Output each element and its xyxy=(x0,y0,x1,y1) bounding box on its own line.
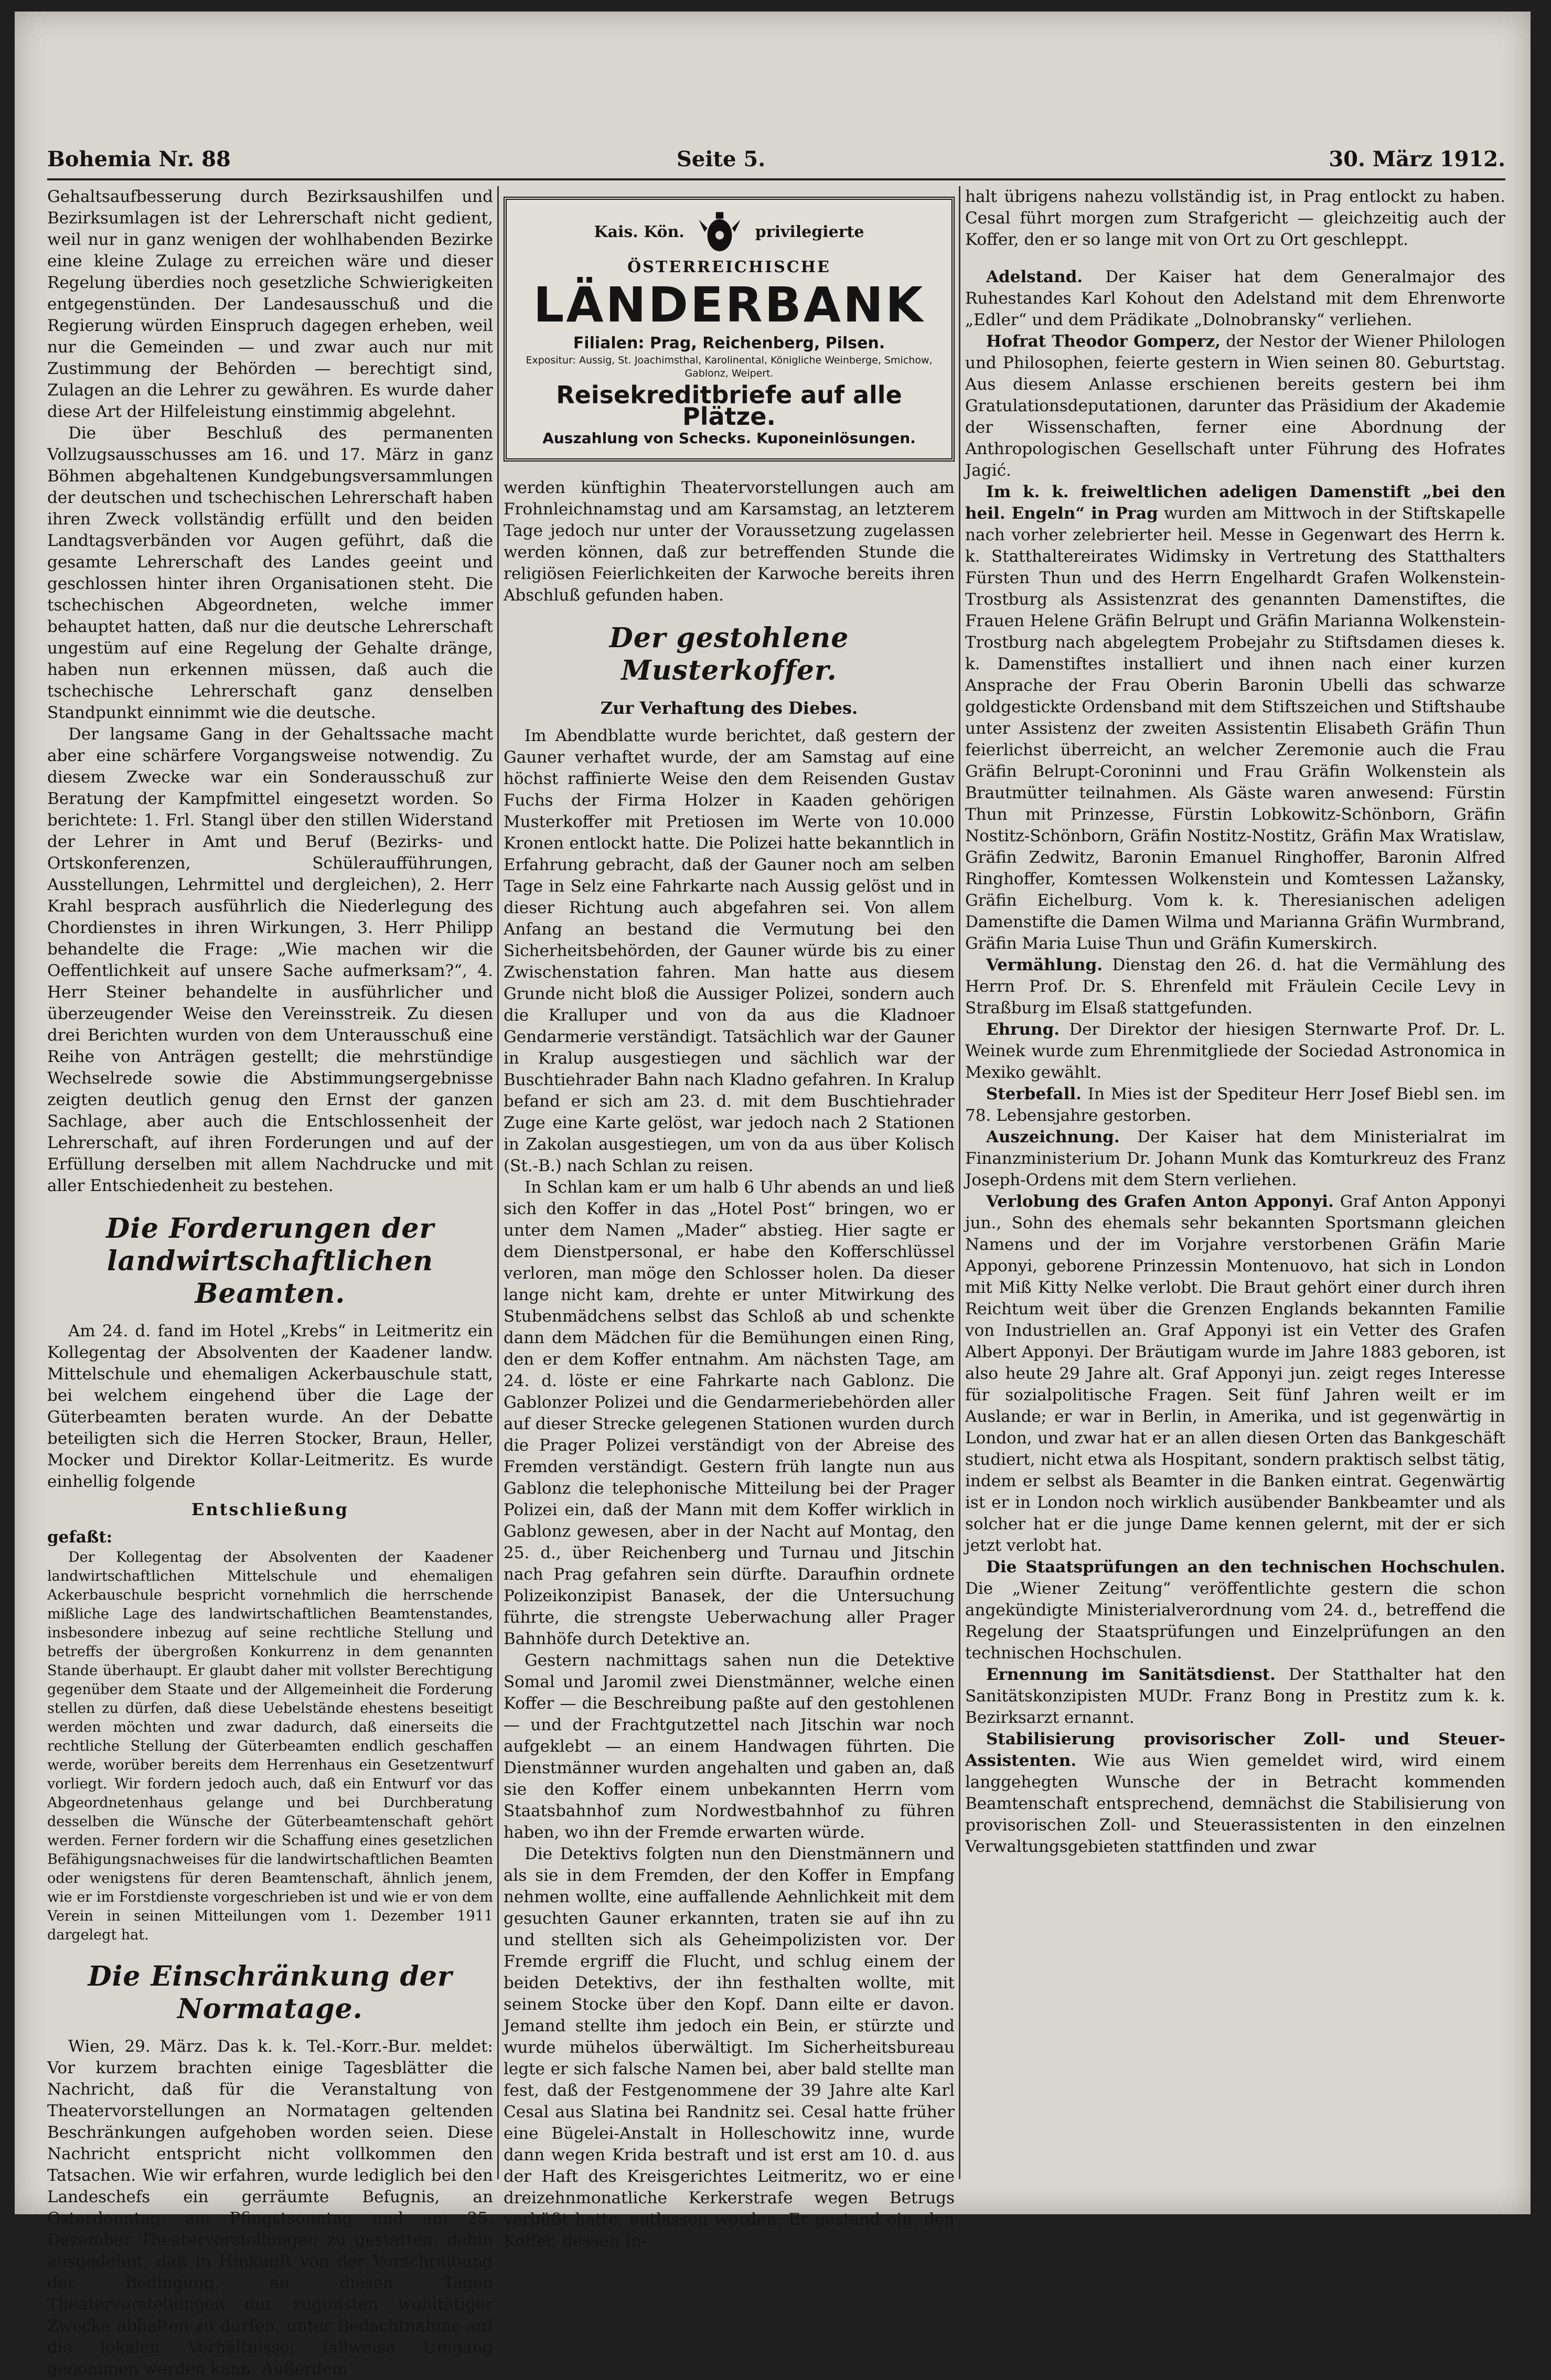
ad-privilegierte: privilegierte xyxy=(755,223,864,241)
news-item-heading: Hofrat Theodor Gomperz, xyxy=(986,332,1221,351)
column-1 xyxy=(47,186,493,2378)
news-item xyxy=(965,266,1505,331)
ad-kais-kon: Kais. Kön. xyxy=(594,223,684,241)
article-paragraph: Die Detektivs folgten nun den Dienstmännern und als sie in dem Fremden, der den Koffer in Empfang nehmen wollte, eine auffallende Aehnlichkeit mit dem gesuchten Gauner erkannten, traten sie auf ihn zu und stellten sich als Geheimpolizisten vor. Der Fremde ergriff die Flucht, und schlug einem der beiden Detektivs, der ihn festhalten wollte, mit seinem Stocke über den Kopf. Dann eilte er davon. Jemand stellte ihm jedoch ein Bein, er stürzte und wurde mühelos überwältigt. Im Sicherheitsbureau legte er sich falsche Namen bei, aber bald stellte man fest, daß der Festgenommene der 39 Jahre alte Karl Cesal aus Slatina bei Randnitz sei. Cesal hatte früher eine Bügelei-Anstalt in Holleschowitz inne, wurde dann wegen Krida bestraft und ist erst am 10. d. aus der Haft des Kreisgerichtes Leitmeritz, wo er eine dreizehnmonatliche Kerkerstrafe wegen Betrugs verbüßt hatte, entlassen worden. Er gestand ein, den Koffer, dessen In- xyxy=(504,1845,955,2250)
double-eagle-crest-icon xyxy=(696,209,743,256)
article-paragraph: halt übrigens nahezu vollständig ist, in Prag entlockt zu haben. Cesal führt morgen zum Strafgericht — gleichzeitig auch der Koffer, den er so lange mit von Ort zu Ort geschleppt. xyxy=(965,187,1505,249)
article-paragraph: Im Abendblatte wurde berichtet, daß gestern der Gauner verhaftet wurde, der am Samstag auf eine höchst raffinierte Weise den dem Reisenden Gustav Fuchs der Firma Holzer in Kaaden gehörigen Musterkoffer mit Pretiosen im Werte von 10.000 Kronen entlockt hatte. Die Polizei hatte bekanntlich in Erfahrung gebracht, daß der Gauner noch am selben Tage in Selz eine Fahrkarte nach Aussig gelöst und in dieser Richtung auch abgefahren sei. Von allem Anfang an bestand die Vermutung bei den Sicherheitsbehörden, der Gauner würde bis zu einer Zwischenstation fahren. Man hatte aus diesem Grunde nicht bloß die Aussiger Polizei, sondern auch die Kralluper und von da aus die Kladnoer Gendarmerie verständigt. Tatsächlich war der Gauner in Kralup ausgestiegen und sächlich war der Buschtiehrader Bahn nach Kladno gefahren. In Kralup befand er sich am 23. d. mit dem Buschtiehrader Zuge eine Karte gelöst, war jedoch nach 2 Stationen in Zakolan ausgestiegen, um von da aus über Kolisch (St.-B.) nach Schlan zu reisen. xyxy=(504,726,955,1175)
column-divider xyxy=(959,186,960,2179)
article-paragraph: Am 24. d. fand im Hotel „Krebs“ in Leitmeritz ein Kollegentag der Absolventen der Kaadener landw. Mittelschule und ehemaligen Ackerbauschule statt, bei welchem eingehend über die Lage der Güterbeamten beraten wurde. An der Debatte beteiligten sich die Herren Stocker, Braun, Heller, Mocker und Direktor Kollar-Leitmeritz. Es wurde einhellig folgende xyxy=(47,1322,493,1491)
news-item xyxy=(965,1019,1505,1084)
news-item xyxy=(965,1664,1505,1729)
article-paragraph: Gehaltsaufbesserung durch Bezirksaushilfen und Bezirksumlagen ist der Lehrerschaft nicht gedient, weil nur in ganz wenigen der wohlhabenden Bezirke eine kleine Zulage zu erreichen wäre und dieser Regelung überdies noch gesetzliche Schwierigkeiten entgegenstünden. Der Landesausschuß und die Regierung würden Einspruch dagegen erheben, weil nur die Gemeinden — und zwar auch nur mit Zustimmung der Behörden — berechtigt sind, Zulagen an die Lehrer zu gewähren. Es wurde daher diese Art der Hilfeleistung einstimmig abgelehnt. xyxy=(47,187,493,421)
resolution-text: Der Kollegentag der Absolventen der Kaadener landwirtschaftlichen Mittelschule und ehemaligen Ackerbauschule bespricht vornehmlich die herrschende mißliche Lage des landwirtschaftlichen Beamtenstandes, insbesondere inbezug auf seine rechtliche Stellung und betreffs der übergroßen Konkurrenz in dem genannten Stande überhaupt. Er glaubt daher mit vollster Berechtigung gegenüber dem Staate und der Allgemeinheit die Forderung stellen zu dürfen, daß diese Uebelstände ehestens beseitigt werden möchten und zwar dadurch, daß einerseits die rechtliche Stellung der Güterbeamten endlich geschaffen werde, worüber bereits dem Herrenhaus ein Gesetzentwurf vorliegt. Wir fordern jedoch auch, daß ein Entwurf vor das Abgeordnetenhaus gelange und bei Durchberatung desselben die Wünsche der Güterbeamtenschaft gehört werden. Ferner fordern wir die Schaffung eines gesetzlichen Befähigungsnachweises für die landwirtschaftlichen Beamten oder wenigstens für deren Beamtenschaft, ähnlich jenem, wie er im Forstdienste vorgeschrieben ist und wie er von dem Verein in seinen Mitteilungen vom 1. Dezember 1911 dargelegt hat. xyxy=(47,1549,493,1943)
news-item xyxy=(965,481,1505,955)
ad-expositur: Expositur: Aussig, St. Joachimsthal, Karolinental, Königliche Weinberge, Smichow, Gablonz, Weipert. xyxy=(526,355,933,379)
ad-auszahlung: Auszahlung von Schecks. Kuponeinlösungen. xyxy=(542,430,916,447)
news-item-heading: Vermählung. xyxy=(986,956,1103,974)
news-item xyxy=(965,1729,1505,1858)
news-item-heading: Sterbefall. xyxy=(986,1085,1082,1103)
page-number: Seite 5. xyxy=(677,147,766,171)
news-item-text: Wie aus Wien gemeldet wird, wird einem langgehegten Wunsche der in Betracht kommenden Beamtenschaft entsprechend, demnächst die Stabilisierung von provisorischen Zoll- und Steuerassistenten in den einzelnen Verwaltungsgebieten stattfinden und zwar xyxy=(965,1751,1506,1856)
laenderbank-advertisement xyxy=(504,197,955,462)
news-item-text: Dienstag den 26. d. hat die Vermählung des Herrn Prof. Dr. S. Ehrenfeld mit Fräulein Cecile Levy in Straßburg im Elsaß stattgefunden. xyxy=(965,956,1505,1017)
article-paragraph: Wien, 29. März. Das k. k. Tel.-Korr.-Bur. meldet: Vor kurzem brachten einige Tagesblätter die Nachricht, daß für die Veranstaltung von Theatervorstellungen an Normatagen geltenden Beschränkungen aufgehoben worden seien. Diese Nachricht entspricht nicht vollkommen den Tatsachen. Wie wir erfahren, wurde lediglich bei den Landeschefs ein gerräumte Befugnis, an Osterdonntag, am Pfingstsonntag und am 25. Dezember Theatervorstellungen zu gestatten, dahin ausgedehnt, daß in Hinkunft von der Vorschreibung der Bedingung, an diesen Tagen Theatervorstellungen nur zugunsten wohltätiger Zwecke abhalten zu dürfen, unter Bedachtnahme auf die lokalen Verhältnisse, fallweise Umgang genommen werden kann. Außerdem xyxy=(47,2037,493,2378)
article-paragraph: werden künftighin Theatervorstellungen auch am Frohnleichnamstag und am Karsamstag, an letzterem Tage jedoch nur unter der Voraussetzung zugelassen werden können, daß zur betreffenden Stunde die religiösen Feierlichkeiten der Karwoche bereits ihren Abschluß gefunden haben. xyxy=(504,478,955,605)
article-paragraph: In Schlan kam er um halb 6 Uhr abends an und ließ sich den Koffer in das „Hotel Post“ bringen, wo er unter dem Namen „Mader“ abstieg. Hier sagte er dem Dienstpersonal, er habe den Kofferschlüssel verloren, man möge den Schlosser holen. Da dieser lange nicht kam, drehte er unter Mitwirkung des Stubenmädchens selbst das Schloß ab und schenkte dann dem Mädchen für die Bemühungen einen Ring, den er dem Koffer entnahm. Am nächsten Tage, am 24. d. löste er eine Fahrkarte nach Gablonz. Die Gablonzer Polizei und die Gendarmeriebehörden aller auf dieser Strecke gelegenen Stationen wurden durch die Prager Polizei verständigt von der Abreise des Fremden verständigt. Gestern früh langte nun aus Gablonz die telephonische Mitteilung bei der Prager Polizei ein, daß der Mann mit dem Koffer wirklich in Gablonz gewesen, aber in der Nacht auf Montag, den 25. d., über Reichenberg und Turnau und Jitschin nach Prag gefahren sein dürfte. Daraufhin ordnete Polizeikonzipist Banasek, der die Untersuchung führte, die strengste Ueberwachung aller Prager Bahnhöfe durch Detektive an. xyxy=(504,1178,955,1648)
news-item-text: wurden am Mittwoch in der Stiftskapelle nach vorher zelebrierter heil. Messe in Gegenwart des Herrn k. k. Statthaltereirates Widimsky in Vertretung des Statthalters Fürsten Thun und des Herrn Engelhardt Grafen Wolkenstein-Trostburg als Assistenzrat des genannten Damenstiftes, die Frauen Helene Gräfin Belrupt und Gräfin Marianna Wolkenstein-Trostburg nach abgelegtem Probejahr zu Stiftsdamen dieses k. k. Damenstiftes installiert und ihnen nach einer kurzen Ansprache der Frau Oberin Baronin Ubelli das schwarze goldgestickte Ordensband mit dem Stiftszeichen und Stiftshaube unter Assistenz der zweiten Assistentin Elisabeth Gräfin Thun feierlichst überreicht, an welcher Zeremonie auch die Frau Gräfin Belrupt-Coroninni und Frau Gräfin Wolkenstein als Brautmütter teilnahmen. Als Gäste waren anwesend: Fürstin Thun mit Prinzesse, Fürstin Lobkowitz-Schönborn, Gräfin Nostitz-Schönborn, Gräfin Nostitz-Nostitz, Gräfin Max Wratislaw, Gräfin Zedwitz, Baronin Emanuel Ringhoffer, Baronin Alfred Ringhoffer, Komtessen Wolkenstein und Komtessen Lažansky, Gräfin Eichelburg. Vom k. k. Theresianischen adeligen Damenstifte die Damen Wilma und Marianna Gräfin Wurmbrand, Gräfin Maria Luise Thun und Gräfin Kumerskirch. xyxy=(965,504,1505,953)
news-item xyxy=(965,331,1505,481)
news-item-heading: Ehrung. xyxy=(986,1020,1060,1039)
article-headline: Die Forderungen der landwirtschaftlichen Beamten. xyxy=(106,1213,434,1310)
column-divider xyxy=(497,186,499,2179)
news-item xyxy=(965,1191,1505,1557)
news-item-text: Der Kaiser hat dem Generalmajor des Ruhestandes Karl Kohout den Adelstand mit dem Ehrenworte „Edler“ und dem Prädikate „Dolnobransky“ verliehen. xyxy=(965,267,1505,329)
article-subheading: Entschließung xyxy=(191,1499,349,1519)
article-paragraph: gefaßt: xyxy=(47,1528,113,1547)
news-item-text: Der Kaiser hat dem Ministerialrat im Finanzministerium Dr. Johann Munk das Komturkreuz des Franz Joseph-Ordens mit dem Stern verliehen. xyxy=(965,1128,1505,1189)
article-headline: Die Einschränkung der Normatage. xyxy=(88,1960,453,2025)
masthead-rule xyxy=(47,178,1505,180)
news-item-text: In Mies ist der Spediteur Herr Josef Biebl sen. im 78. Lebensjahre gestorben. xyxy=(965,1085,1506,1125)
news-item-text: Die „Wiener Zeitung“ veröffentlichte gestern die schon angekündigte Ministerialverordnung vom 24. d., betreffend die Regelung der Staatsprüfungen und Einzelprüfungen an den technischen Hochschulen. xyxy=(965,1579,1505,1663)
column-3 xyxy=(965,186,1505,2179)
news-item xyxy=(965,1127,1505,1191)
column-2 xyxy=(504,186,955,2250)
ad-oesterreichische: ÖSTERREICHISCHE xyxy=(627,258,831,276)
article-paragraph: Die über Beschluß des permanenten Vollzugsausschusses am 16. und 17. März in ganz Böhmen abgehaltenen Kundgebungsversammlungen der deutschen und tschechischen Lehrerschaft haben ihren Zweck vollständig erfüllt und den beiden Landtagsverbänden vor Augen geführt, daß die gesamte Lehrerschaft des Landes geeint und geschlossen hinter ihren Organisationen steht. Die tschechischen Abgeordneten, welche immer behauptet hatten, daß nur die deutsche Lehrerschaft ungestüm auf eine Regelung der Gehalte dränge, haben nun erkennen müssen, daß auch die tschechische Lehrerschaft ganz denselben Standpunkt einnimmt wie die deutsche. xyxy=(47,424,493,722)
news-item-heading: Im k. k. freiweltlichen adeligen Damenstift „bei den heil. Engeln“ in Prag xyxy=(965,483,1505,523)
paper-issue: Bohemia Nr. 88 xyxy=(47,147,231,171)
news-item-heading: Auszeichnung. xyxy=(986,1128,1120,1146)
ad-bank-name: LÄNDERBANK xyxy=(533,277,925,333)
masthead xyxy=(47,142,1505,178)
news-item-text: Der Direktor der hiesigen Sternwarte Prof. Dr. L. Weinek wurde zum Ehrenmitgliede der Sociedad Astronomica in Mexiko gewählt. xyxy=(965,1020,1505,1082)
article-paragraph: Der langsame Gang in der Gehaltssache macht aber eine schärfere Vorgangsweise notwendig. Zu diesem Zwecke war ein Sonderausschuß zur Beratung der Kampfmittel eingesetzt worden. So berichtete: 1. Frl. Stangl über den stillen Widerstand der Lehrer in Amt und Beruf (Bezirks- und Ortskonferenzen, Schüleraufführungen, Ausstellungen, Lehrmittel und dergleichen), 2. Herr Krahl besprach ausführlich die Niederlegung des Chordienstes in ihren Wirkungen, 3. Herr Philipp behandelte die Frage: „Wie machen wir die Oeffentlichkeit auf unsere Sache aufmerksam?“, 4. Herr Steiner behandelte in ausführlicher und überzeugender Weise den Vereinsstreik. Zu diesen drei Berichten wurden von dem Unterausschuß eine Reihe von Anträgen gestellt; die mehrstündige Wechselrede sowie die Abstimmungsergebnisse zeigten deutlich genug den Ernst der ganzen Sachlage, aber auch die Entschlossenheit der Lehrerschaft, auf ihren Forderungen und auf der Erfüllung derselben mit allem Nachdrucke und mit aller Entschiedenheit zu bestehen. xyxy=(47,725,493,1195)
issue-date: 30. März 1912. xyxy=(1329,147,1505,171)
news-item xyxy=(965,955,1505,1019)
news-item xyxy=(965,1084,1505,1127)
news-item-heading: Die Staatsprüfungen an den technischen Hochschulen. xyxy=(986,1558,1505,1577)
ad-reisekreditbriefe: Reisekreditbriefe auf alle Plätze. xyxy=(556,381,902,431)
news-item-text: Graf Anton Apponyi jun., Sohn des ehemals sehr bekannten Sportsmann gleichen Namens und der im Vorjahre verstorbenen Gräfin Marie Apponyi, geborene Prinzessin Montenuovo, hat sich in London mit Miß Kitty Nelke verlobt. Die Braut gehört einer durch ihren Reichtum weit über die Grenzen Englands bekannten Familie von Industriellen an. Graf Apponyi ist ein Vetter des Grafen Albert Apponyi. Der Bräutigam wurde im Jahre 1883 geboren, ist also heute 29 Jahre alt. Graf Apponyi jun. zeigt reges Interesse für sozialpolitische Fragen. Seit fünf Jahren weilt er im Auslande; er war in Berlin, in Amerika, und ist gegenwärtig in London, und zwar hat er an allen diesen Orten das Bankgeschäft studiert, nicht etwa als Hospitant, sondern praktisch selbst tätig, indem er selbst als Beamter in die Banken eintrat. Gegenwärtig ist er in London noch wirklich ausübender Bankbeamter und als solcher hat er die junge Dame kennen gelernt, mit der er sich jetzt verlobt hat. xyxy=(965,1192,1505,1555)
ad-filialen: Filialen: Prag, Reichenberg, Pilsen. xyxy=(573,334,885,352)
news-item-heading: Ernennung im Sanitätsdienst. xyxy=(986,1665,1276,1684)
ad-header xyxy=(517,209,941,256)
news-item-text: der Nestor der Wiener Philologen und Philosophen, feierte gestern in Wien seinen 80. Geburtstag. Aus diesem Anlasse erschienen bereits gestern bei ihm Gratulationsdeputationen, darunter das Präsidium der Akademie der Wissenschaften, ferner eine Abordnung der Anthropologischen Gesellschaft unter Führung des Hofrates Jagić. xyxy=(965,332,1505,480)
article-headline: Der gestohlene Musterkoffer. xyxy=(609,622,849,687)
news-item-heading: Verlobung des Grafen Anton Apponyi. xyxy=(986,1192,1334,1211)
article-paragraph: Gestern nachmittags sahen nun die Detektive Somal und Jaromil zwei Dienstmänner, welche einen Koffer — die Beschreibung paßte auf den gestohlenen — und der Frachtgutzettel nach Jitschin war noch aufgeklebt — an einem Handwagen führten. Die Dienstmänner wurden angehalten und gaben an, daß sie den Koffer einem unbekannten Herrn vom Staatsbahnhof zum Nordwestbahnhof zu führen haben, wo ihn der Fremde erwarten würde. xyxy=(504,1651,955,1842)
news-item xyxy=(965,1557,1505,1664)
article-subheading: Zur Verhaftung des Diebes. xyxy=(600,698,858,718)
news-item-text: Der Statthalter hat den Sanitätskonzipisten MUDr. Franz Bong in Prestitz zum k. k. Bezirksarzt ernannt. xyxy=(965,1665,1505,1727)
news-item-heading: Stabilisierung provisorischer Zoll- und Steuer-Assistenten. xyxy=(965,1730,1505,1770)
news-item-heading: Adelstand. xyxy=(986,267,1083,286)
